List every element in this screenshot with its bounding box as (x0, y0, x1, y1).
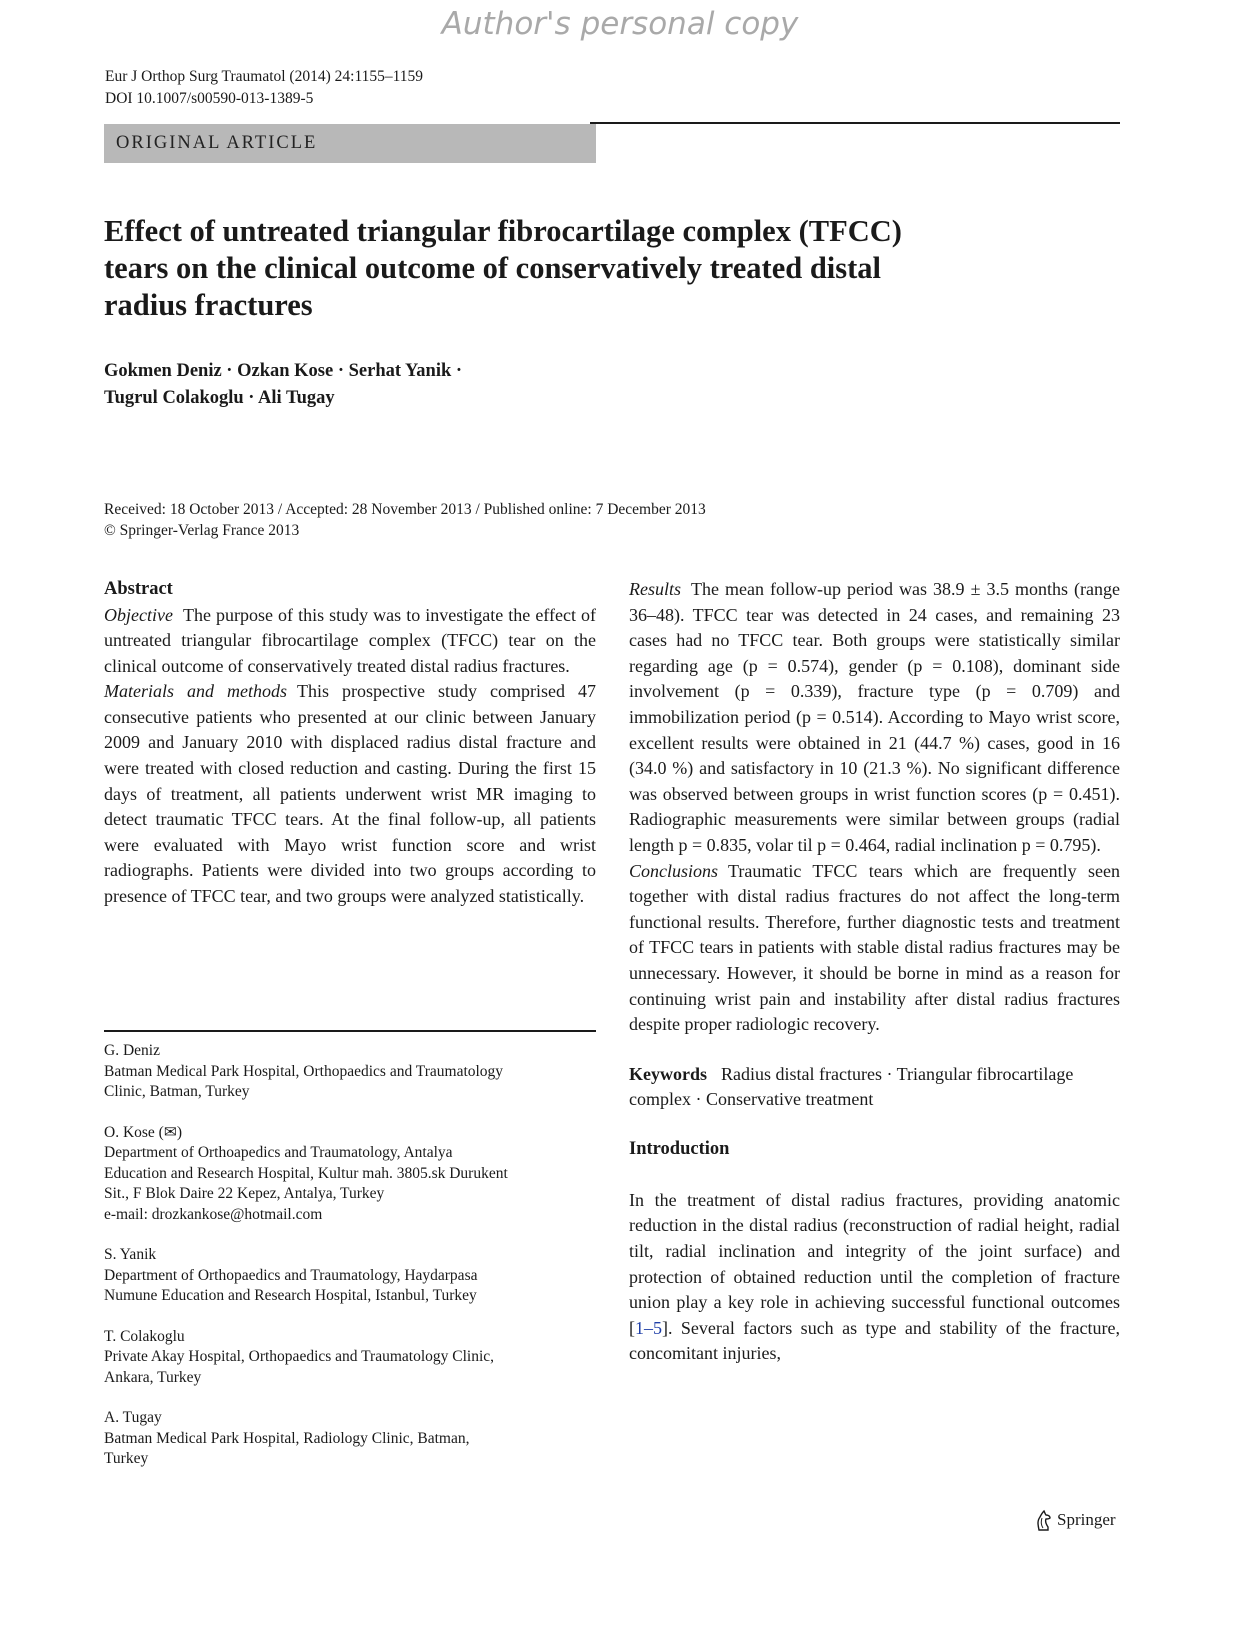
affiliation-line: Batman Medical Park Hospital, Orthopaedics and Traumatology (104, 1062, 504, 1080)
title-line: Effect of untreated triangular fibrocartilage complex (TFCC) (104, 214, 902, 248)
affiliation-line: Department of Orthoapedics and Traumatology, Antalya (104, 1144, 453, 1161)
author-list (104, 358, 462, 412)
doi[interactable]: DOI 10.1007/s00590-013-1389-5 (105, 90, 314, 107)
abstract-heading: Abstract (104, 579, 173, 599)
introduction-heading: Introduction (629, 1138, 730, 1159)
publisher-name: Springer (1057, 1510, 1116, 1529)
affiliation-line: Turkey (104, 1450, 149, 1467)
intro-text-before: In the treatment of distal radius fractures, providing anatomic reduction in the distal radius (reconstruction of radial height, radial tilt, radial inclination and integrity of the joint surface) and protection of obtained reduction until the completion of fracture union play a key role in achieving successful functional outcomes [ (629, 1189, 1120, 1338)
date-history: Received: 18 October 2013 / Accepted: 28 November 2013 / Published online: 7 December 2013 (104, 501, 706, 518)
authors-line: Tugrul Colakoglu · Ali Tugay (104, 388, 335, 408)
affiliation-line: Department of Orthopaedics and Traumatology, Haydarpasa (104, 1266, 478, 1284)
affiliation-line: Education and Research Hospital, Kultur mah. 3805.sk Durukent (104, 1164, 508, 1182)
affiliation-line: Private Akay Hospital, Orthopaedics and Traumatology Clinic, (104, 1348, 495, 1365)
affiliation-line: Numune Education and Research Hospital, Istanbul, Turkey (104, 1287, 477, 1304)
header-rule (590, 122, 1120, 124)
affiliation-name: G. Deniz (104, 1042, 160, 1059)
affiliation-name: A. Tugay (104, 1409, 162, 1426)
affiliations (104, 1041, 596, 1490)
abstract-methods (104, 679, 596, 909)
email-link[interactable]: e-mail: drozkankose@hotmail.com (104, 1205, 323, 1223)
methods-label: Materials and methods (104, 681, 288, 702)
results-text: The mean follow-up period was 38.9 ± 3.5 months (range 36–48). TFCC tear was detected in 24 cases, and remaining 23 cases had no TFCC tear. Both groups were statistically similar regarding age (p = 0.574), gender (p = 0.108), dominant side involvement (p = 0.339), fracture type (p = 0.709) and immobilization period (p = 0.514). According to Mayo wrist score, excellent results were obtained in 21 (44.7 %) cases, good in 16 (34.0 %) and satisfactory in 10 (21.3 %). No significant difference was observed between groups in wrist function scores (p = 0.451). Radiographic measurements were similar between groups (radial length p = 0.835, volar til p = 0.464, radial inclination p = 0.795). (629, 579, 1120, 855)
conclusions-text: Traumatic TFCC tears which are frequently seen together with distal radius fractures do not affect the long-term functional results. Therefore, further diagnostic tests and treatment of TFCC tears in patients with stable distal radius fractures may be unnecessary. However, it should be borne in mind as a reason for continuing wrist pain and instability after distal radius fractures despite proper radiologic recovery. (629, 860, 1120, 1035)
affiliation-line: Batman Medical Park Hospital, Radiology Clinic, Batman, (104, 1429, 470, 1447)
methods-text: This prospective study comprised 47 consecutive patients who presented at our clinic between January 2009 and January 2010 with displaced radius distal fracture and were treated with closed reduction and casting. During the first 15 days of treatment, all patients underwent wrist MR imaging to detect traumatic TFCC tears. At the final follow-up, all patients were evaluated with Mayo wrist function score and wrist radiographs. Patients were divided into two groups according to presence of TFCC tear, and two groups were analyzed statistically. (104, 681, 596, 907)
affiliation (104, 1408, 596, 1470)
affiliations-rule (104, 1030, 596, 1032)
affiliation (104, 1123, 596, 1226)
copyright: © Springer-Verlag France 2013 (104, 522, 300, 539)
keywords-label: Keywords (629, 1063, 707, 1084)
affiliation (104, 1245, 596, 1307)
citation-link[interactable]: 1–5 (635, 1317, 662, 1338)
affiliation-line: Clinic, Batman, Turkey (104, 1083, 250, 1100)
title-line: tears on the clinical outcome of conservatively treated distal (104, 251, 882, 285)
objective-text: The purpose of this study was to investigate the effect of untreated triangular fibrocartilage complex (TFCC) tear on the clinical outcome of conservatively treated distal radius fractures. (104, 604, 596, 676)
springer-horse-icon (1033, 1509, 1053, 1531)
intro-text-after: ]. Several factors such as type and stability of the fracture, concomitant injuries, (629, 1317, 1120, 1364)
affiliation-name: T. Colakoglu (104, 1327, 185, 1345)
journal-citation: Eur J Orthop Surg Traumatol (2014) 24:1155–1159 (105, 68, 424, 85)
keywords (629, 1062, 1120, 1113)
article-type-banner: ORIGINAL ARTICLE (104, 124, 596, 163)
journal-reference (105, 66, 423, 110)
watermark: Author's personal copy (441, 6, 799, 42)
affiliation-name: O. Kose (✉) (104, 1123, 182, 1141)
conclusions-label: Conclusions (629, 860, 719, 881)
abstract-objective (104, 603, 596, 680)
abstract-results (629, 577, 1120, 859)
introduction-text (629, 1188, 1120, 1367)
title-line: radius fractures (104, 288, 313, 322)
authors-line: Gokmen Deniz · Ozkan Kose · Serhat Yanik · (104, 361, 463, 381)
left-column (104, 577, 596, 910)
affiliation-line: Sit., F Blok Daire 22 Kepez, Antalya, Turkey (104, 1185, 385, 1202)
keywords-text: Radius distal fractures · Triangular fibrocartilage complex · Conservative treatment (629, 1063, 1074, 1110)
article-title (104, 213, 1064, 324)
affiliation-name: S. Yanik (104, 1246, 157, 1263)
right-column (629, 577, 1120, 1367)
objective-label: Objective (104, 604, 173, 625)
abstract-conclusions (629, 859, 1120, 1038)
publication-dates (104, 499, 706, 541)
publisher-logo (1033, 1509, 1116, 1531)
affiliation (104, 1327, 596, 1389)
affiliation-line: Ankara, Turkey (104, 1368, 202, 1386)
affiliation (104, 1041, 596, 1103)
results-label: Results (629, 579, 681, 599)
